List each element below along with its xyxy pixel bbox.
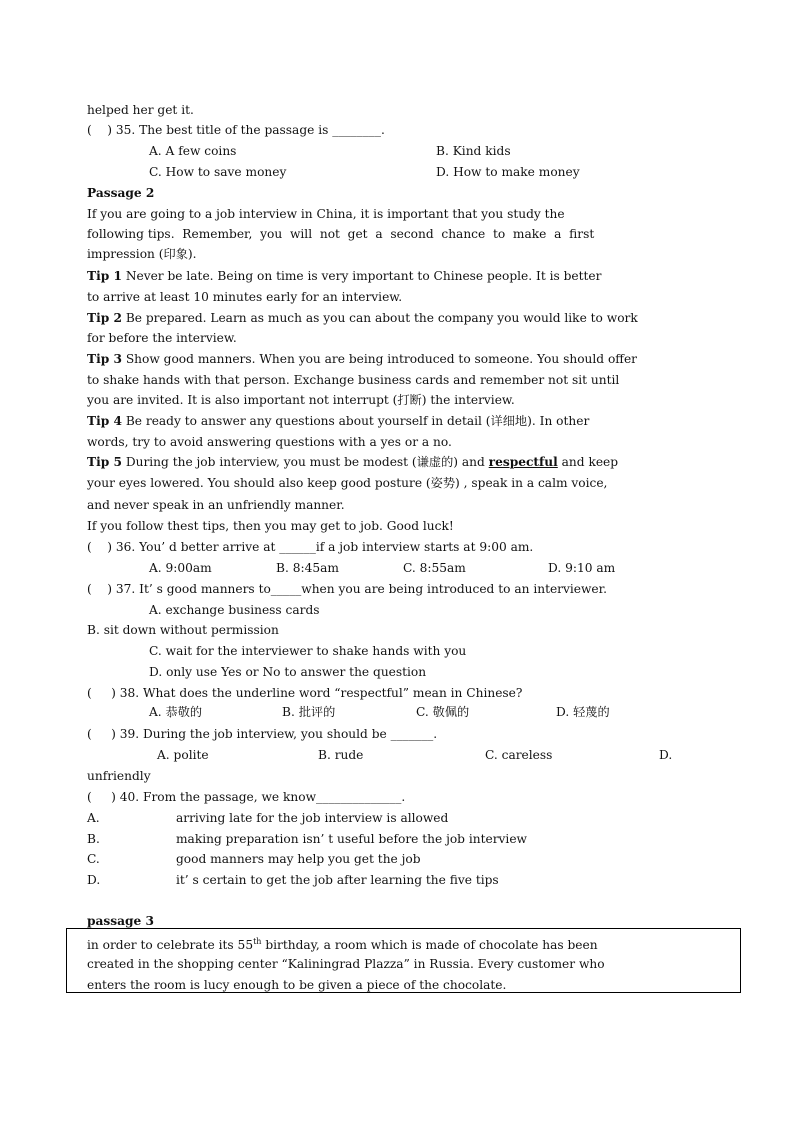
tip-2 — [87, 310, 638, 326]
underlined-word: respectful — [488, 455, 558, 469]
text-line: If you follow thest tips, then you may get to job. Good luck! — [87, 519, 454, 533]
option-d: D. 9:10 am — [548, 561, 616, 575]
tip-text: Be prepared. Learn as much as you can about the company you would like to work — [121, 311, 638, 325]
question-40: ( ) 40. From the passage, we know______________. — [87, 790, 406, 804]
text-line: enters the room is lucy enough to be given a piece of the chocolate. — [87, 978, 507, 992]
option-b: B. 批评的 — [282, 705, 336, 719]
tip-label: Tip 3 — [87, 352, 122, 366]
text-line: words, try to avoid answering questions with a yes or a no. — [87, 435, 452, 449]
option-c: C. 8:55am — [403, 561, 466, 575]
passage-3-heading: passage 3 — [87, 914, 155, 928]
text-line: your eyes lowered. You should also keep good posture (姿势) , speak in a calm voice, — [87, 476, 608, 490]
tip-3 — [87, 351, 637, 367]
option-a-label: A. — [87, 811, 100, 825]
text-line: following tips. Remember, you will not get a second chance to make a first — [87, 227, 595, 241]
option-d-cont: unfriendly — [87, 769, 151, 783]
text-line: created in the shopping center “Kaliningrad Plazza” in Russia. Every customer who — [87, 957, 605, 971]
passage-2-heading: Passage 2 — [87, 186, 155, 200]
tip-text: During the job interview, you must be modest (谦虚的) and — [121, 455, 489, 469]
option-d: D. — [659, 748, 673, 762]
question-38: ( ) 38. What does the underline word “respectful” mean in Chinese? — [87, 686, 523, 700]
option-d: D. 轻蔑的 — [556, 705, 610, 719]
text: in order to celebrate its 55 — [87, 938, 254, 953]
tip-text: Never be late. Being on time is very important to Chinese people. It is better — [121, 269, 602, 283]
option-b: B. Kind kids — [436, 144, 511, 158]
tip-label: Tip 5 — [87, 455, 122, 469]
option-d: D. only use Yes or No to answer the question — [149, 665, 427, 679]
text-line: you are invited. It is also important not interrupt (打断) the interview. — [87, 393, 515, 407]
option-b: B. 8:45am — [276, 561, 339, 575]
text-line: If you are going to a job interview in China, it is important that you study the — [87, 207, 565, 221]
text-line: impression (印象). — [87, 247, 197, 261]
option-a: A. A few coins — [149, 144, 237, 158]
option-a: A. polite — [157, 748, 209, 762]
option-a: arriving late for the job interview is allowed — [176, 811, 449, 825]
question-36: ( ) 36. You’ d better arrive at ______if a job interview starts at 9:00 am. — [87, 540, 534, 554]
option-c: C. wait for the interviewer to shake hands with you — [149, 644, 467, 658]
text-line: helped her get it. — [87, 103, 194, 117]
tip-1 — [87, 268, 601, 284]
tip-text: and keep — [557, 455, 619, 469]
question-37: ( ) 37. It’ s good manners to_____when you are being introduced to an interviewer. — [87, 582, 608, 596]
question-35: ( ) 35. The best title of the passage is ________. — [87, 123, 385, 137]
tip-label: Tip 4 — [87, 414, 122, 428]
question-39: ( ) 39. During the job interview, you should be _______. — [87, 727, 438, 741]
option-c: C. careless — [485, 748, 553, 762]
option-b: B. rude — [318, 748, 364, 762]
option-b-label: B. — [87, 832, 100, 846]
option-a: A. 9:00am — [149, 561, 212, 575]
tip-5 — [87, 454, 618, 470]
text-line — [87, 934, 598, 953]
text-line: for before the interview. — [87, 331, 237, 345]
text-line: to shake hands with that person. Exchange business cards and remember not sit until — [87, 373, 620, 387]
option-d-label: D. — [87, 873, 101, 887]
option-a: A. exchange business cards — [149, 603, 320, 617]
tip-text: Be ready to answer any questions about yourself in detail (详细地). In other — [121, 414, 590, 428]
text-line: and never speak in an unfriendly manner. — [87, 498, 345, 512]
tip-label: Tip 1 — [87, 269, 122, 283]
option-c-label: C. — [87, 852, 100, 866]
text-line: to arrive at least 10 minutes early for an interview. — [87, 290, 403, 304]
tip-4 — [87, 413, 589, 429]
option-c: C. How to save money — [149, 165, 287, 179]
option-b: making preparation isn’ t useful before the job interview — [176, 832, 527, 846]
option-d: it’ s certain to get the job after learning the five tips — [176, 873, 499, 887]
superscript: th — [253, 937, 262, 946]
tip-label: Tip 2 — [87, 311, 122, 325]
option-a: A. 恭敬的 — [149, 705, 203, 719]
option-c: C. 敬佩的 — [416, 705, 470, 719]
option-b: B. sit down without permission — [87, 623, 279, 637]
option-c: good manners may help you get the job — [176, 852, 421, 866]
text: birthday, a room which is made of chocolate has been — [261, 938, 598, 953]
option-d: D. How to make money — [436, 165, 580, 179]
tip-text: Show good manners. When you are being introduced to someone. You should offer — [121, 352, 637, 366]
